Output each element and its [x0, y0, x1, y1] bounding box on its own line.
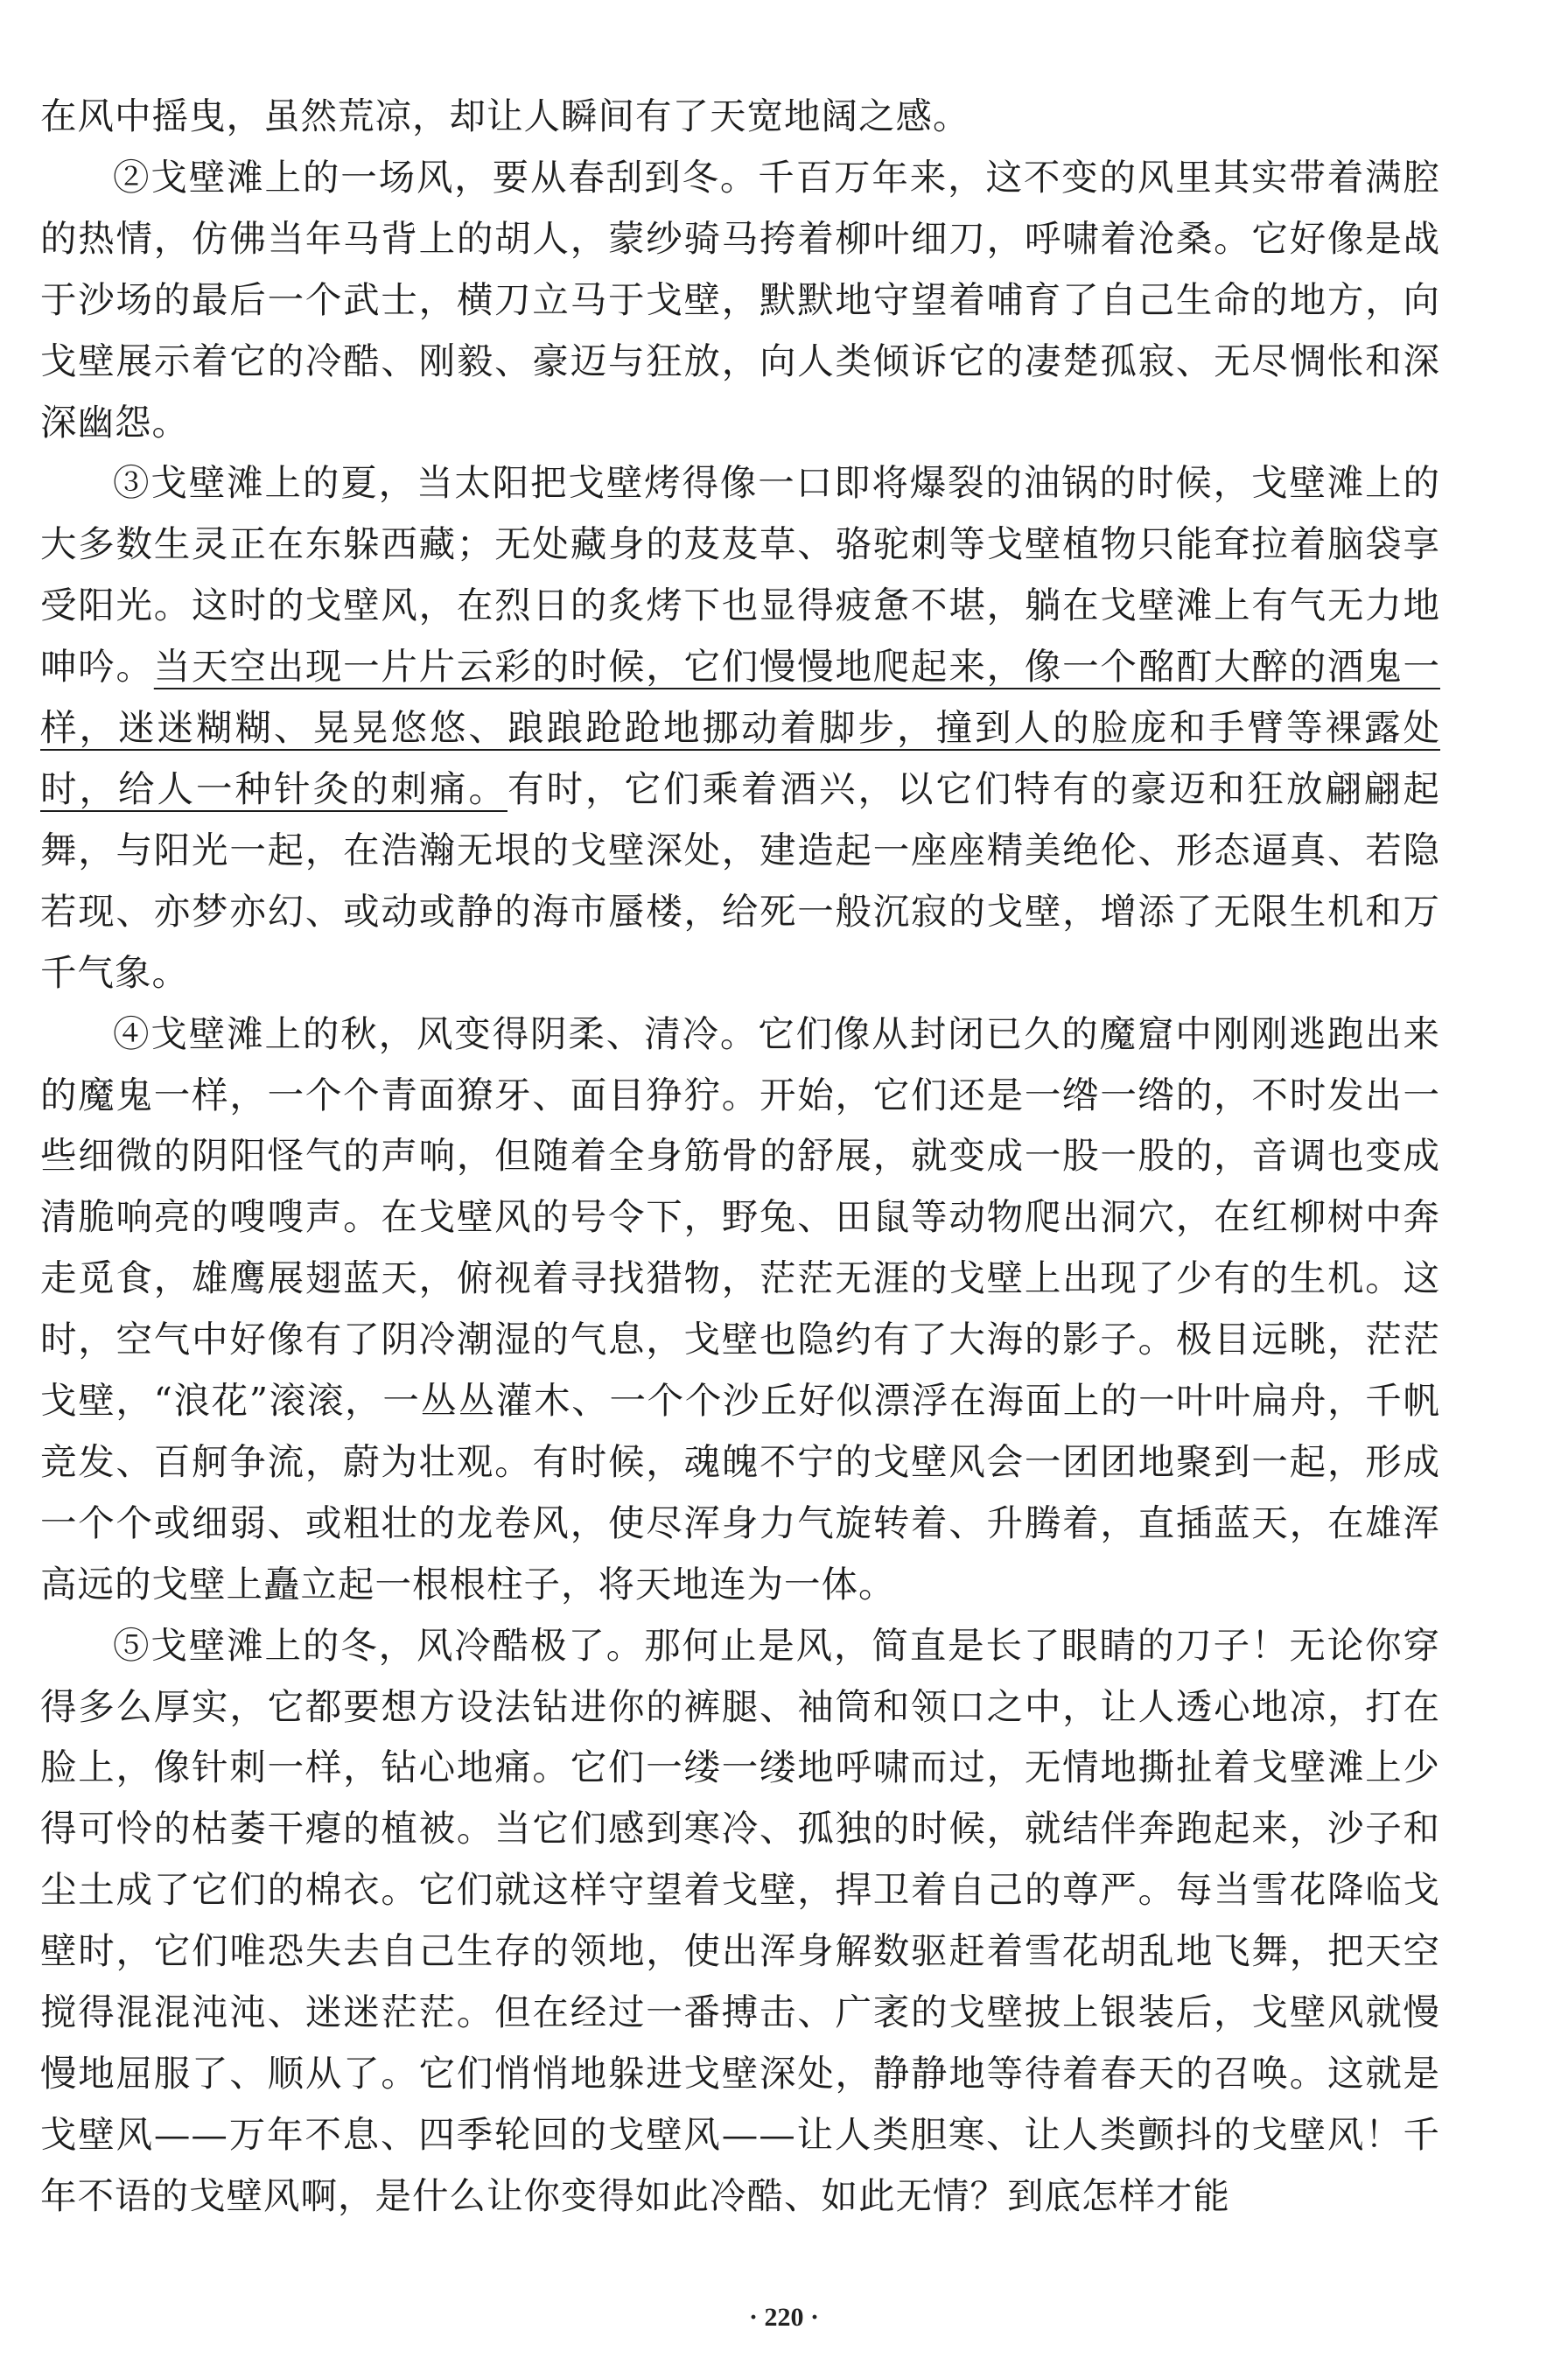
paragraph-5: ⑤戈壁滩上的冬，风冷酷极了。那何止是风，简直是长了眼睛的刀子！无论你穿得多么厚实，它都要想方设法钻进你的裤腿、袖筒和领口之中，让人透心地凉，打在脸上，像针刺一样，钻心地痛。它们一缕一缕地呼啸而过，无情地撕扯着戈壁滩上少得可怜的枯萎干瘪的植被。当它们感到寒冷、孤独的时候，就结伴奔跑起来，沙子和尘土成了它们的棉衣。它们就这样守望着戈壁，捍卫着自己的尊严。每当雪花降临戈壁时，它们唯恐失去自己生存的领地，使出浑身解数驱赶着雪花胡乱地飞舞，把天空搅得混混沌沌、迷迷茫茫。但在经过一番搏击、广袤的戈壁披上银装后，戈壁风就慢慢地屈服了、顺从了。它们悄悄地躲进戈壁深处，静静地等待着春天的召唤。这就是戈壁风——万年不息、四季轮回的戈壁风——让人类胆寒、让人类颤抖的戈壁风！千年不语的戈壁风啊，是什么让你变得如此冷酷、如此无情？到底怎样才能 — [40, 1623, 1440, 2217]
paragraph-3 — [40, 452, 1440, 1003]
page-number: · 220 · — [748, 2303, 819, 2332]
paragraph-3-text-after: 有时，它们乘着酒兴，以它们特有的豪迈和狂放翩翩起舞，与阳光一起，在浩瀚无垠的戈壁深处，建造起一座座精美绝伦、形态逼真、若隐若现、亦梦亦幻、或动或静的海市蜃楼，给死一般沉寂的戈壁，增添了无限生机和万千气象。 — [40, 766, 1440, 994]
paragraph-3-text-before: ③戈壁滩上的夏，当太阳把戈壁烤得像一口即将爆裂的油锅的时候，戈壁滩上的大多数生灵正在东躲西藏；无处藏身的芨芨草、骆驼刺等戈壁植物只能耷拉着脑袋享受阳光。这时的戈壁风，在烈日的炙烤下也显得疲惫不堪，躺在戈壁滩上有气无力地呻吟。 — [40, 461, 1440, 689]
underlined-sentence: 当天空出现一片片云彩的时候，它们慢慢地爬起来，像一个酩酊大醉的酒鬼一样，迷迷糊糊、晃晃悠悠、踉踉跄跄地挪动着脚步，撞到人的脸庞和手臂等裸露处时，给人一种针灸的刺痛。 — [40, 645, 1440, 810]
paragraph-2: ②戈壁滩上的一场风，要从春刮到冬。千百万年来，这不变的风里其实带着满腔的热情，仿佛当年马背上的胡人，蒙纱骑马挎着柳叶细刀，呼啸着沧桑。它好像是战于沙场的最后一个武士，横刀立马于戈壁，默默地守望着哺育了自己生命的地方，向戈壁展示着它的冷酷、刚毅、豪迈与狂放，向人类倾诉它的凄楚孤寂、无尽惆怅和深深幽怨。 — [40, 155, 1440, 444]
page-body — [40, 86, 1440, 2227]
paragraph-continuation: 在风中摇曳，虽然荒凉，却让人瞬间有了天宽地阔之感。 — [40, 94, 970, 137]
paragraph-4: ④戈壁滩上的秋，风变得阴柔、清冷。它们像从封闭已久的魔窟中刚刚逃跑出来的魔鬼一样，一个个青面獠牙、面目狰狞。开始，它们还是一绺一绺的，不时发出一些细微的阴阳怪气的声响，但随着全身筋骨的舒展，就变成一股一股的，音调也变成清脆响亮的嗖嗖声。在戈壁风的号令下，野兔、田鼠等动物爬出洞穴，在红柳树中奔走觅食，雄鹰展翅蓝天，俯视着寻找猎物，茫茫无涯的戈壁上出现了少有的生机。这时，空气中好像有了阴冷潮湿的气息，戈壁也隐约有了大海的影子。极目远眺，茫茫戈壁，“浪花”滚滚，一丛丛灌木、一个个沙丘好似漂浮在海面上的一叶叶扁舟，千帆竞发、百舸争流，蔚为壮观。有时候，魂魄不宁的戈壁风会一团团地聚到一起，形成一个个或细弱、或粗壮的龙卷风，使尽浑身力气旋转着、升腾着，直插蓝天，在雄浑高远的戈壁上矗立起一根根柱子，将天地连为一体。 — [40, 1011, 1440, 1606]
